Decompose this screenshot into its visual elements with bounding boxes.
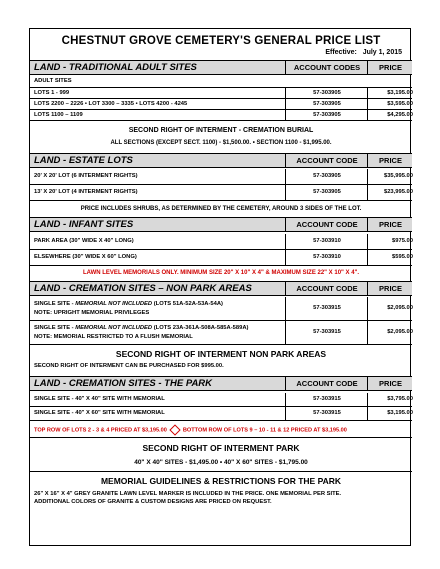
table-row: ELSEWHERE (30" WIDE X 60" LONG) 57-303910 $595.00 <box>30 250 412 266</box>
guidelines-title: MEMORIAL GUIDELINES & RESTRICTIONS FOR THE PARK <box>100 476 342 486</box>
table-row: LOTS 1100 – 1109 57-303905 $4,295.00 <box>30 110 412 121</box>
note-title-nonpark: SECOND RIGHT OF INTERMENT NON PARK AREAS <box>115 349 327 359</box>
section-header-estate: LAND - ESTATE LOTS ACCOUNT CODE PRICE <box>30 153 412 168</box>
document-title: CHESTNUT GROVE CEMETERY'S GENERAL PRICE LIST <box>61 35 381 47</box>
table-row: SINGLE SITE - 40" X 40" SITE WITH MEMORIAL 57-303915 $3,795.00 <box>30 393 412 407</box>
note-title-park: SECOND RIGHT OF INTERMENT PARK <box>142 443 300 453</box>
table-row: PARK AREA (30" WIDE X 40" LONG) 57-303910 $975.00 <box>30 234 412 250</box>
note-text-park: 40" X 40" SITES - $1,495.00 • 40" X 60" SITES - $1,795.00 <box>134 459 308 466</box>
note-text-cremation-burial: ALL SECTIONS (EXCEPT SECT. 1100) - $1,500.00. • SECTION 1100 - $1,995.00. <box>110 140 332 146</box>
divider <box>30 471 412 472</box>
diamond-icon <box>169 424 180 435</box>
note-estate-shrubs: PRICE INCLUDES SHRUBS, AS DETERMINED BY THE CEMETERY, AROUND 3 SIDES OF THE LOT. <box>80 206 362 212</box>
divider <box>30 437 412 438</box>
table-row: 13' X 20' LOT (4 INTERMENT RIGHTS) 57-303905 $23,995.00 <box>30 185 412 201</box>
guidelines-line-1: 26" X 16" X 4" GREY GRANITE LAWN LEVEL MARKER IS INCLUDED IN THE PRICE. ONE MEMORIAL PER SITE. <box>34 491 342 497</box>
note-park-row-pricing: TOP ROW OF LOTS 2 - 3 & 4 PRICED AT $3,195.00 BOTTOM ROW OF LOTS 9 – 10 - 11 & 12 PRICED AT $3,195.00 <box>34 426 347 434</box>
table-row: 20' X 20' LOT (6 INTERMENT RIGHTS) 57-303905 $35,995.00 <box>30 169 412 185</box>
table-row: SINGLE SITE - MEMORIAL NOT INCLUDED (LOTS 23A-361A-508A-585A-589A) NOTE: MEMORIAL RESTRICTED TO A FLUSH MEMORIAL 57-303915 $2,095.00 <box>30 321 412 345</box>
section-header-traditional: LAND - TRADITIONAL ADULT SITES ACCOUNT CODES PRICE <box>30 60 412 75</box>
note-lawn-level-memorials: LAWN LEVEL MEMORIALS ONLY. MINIMUM SIZE 20" X 10" X 4" & MAXIMUM SIZE 22" X 10" X 4". <box>82 270 360 276</box>
price-list-document <box>29 28 411 546</box>
subheading-adult-sites: ADULT SITES <box>30 75 412 88</box>
section-header-infant: LAND - INFANT SITES ACCOUNT CODE PRICE <box>30 217 412 232</box>
table-row: SINGLE SITE - MEMORIAL NOT INCLUDED (LOTS 51A-52A-53A-54A) NOTE: UPRIGHT MEMORIAL PRIVILEGES 57-303915 $2,095.00 <box>30 297 412 321</box>
table-row: SINGLE SITE - 40" X 60" SITE WITH MEMORIAL 57-303915 $3,195.00 <box>30 407 412 421</box>
section-header-cremation-nonpark: LAND - CREMATION SITES – NON PARK AREAS ACCOUNT CODE PRICE <box>30 281 412 296</box>
effective-date: Effective: July 1, 2015 <box>325 49 402 56</box>
note-text-nonpark: SECOND RIGHT OF INTERMENT CAN BE PURCHASED FOR $995.00. <box>34 363 224 369</box>
table-row: LOTS 2200 – 2226 • LOT 3300 – 3335 • LOTS 4200 - 4245 57-303905 $3,595.00 <box>30 99 412 110</box>
guidelines-line-2: ADDITIONAL COLORS OF GRANITE & CUSTOM DESIGNS ARE PRICED ON REQUEST. <box>34 499 272 505</box>
table-row: LOTS 1 - 999 57-303905 $3,195.00 <box>30 88 412 99</box>
note-title-cremation-burial: SECOND RIGHT OF INTERMENT - CREMATION BURIAL <box>128 127 314 134</box>
section-header-cremation-park: LAND - CREMATION SITES - THE PARK ACCOUNT CODE PRICE <box>30 376 412 391</box>
